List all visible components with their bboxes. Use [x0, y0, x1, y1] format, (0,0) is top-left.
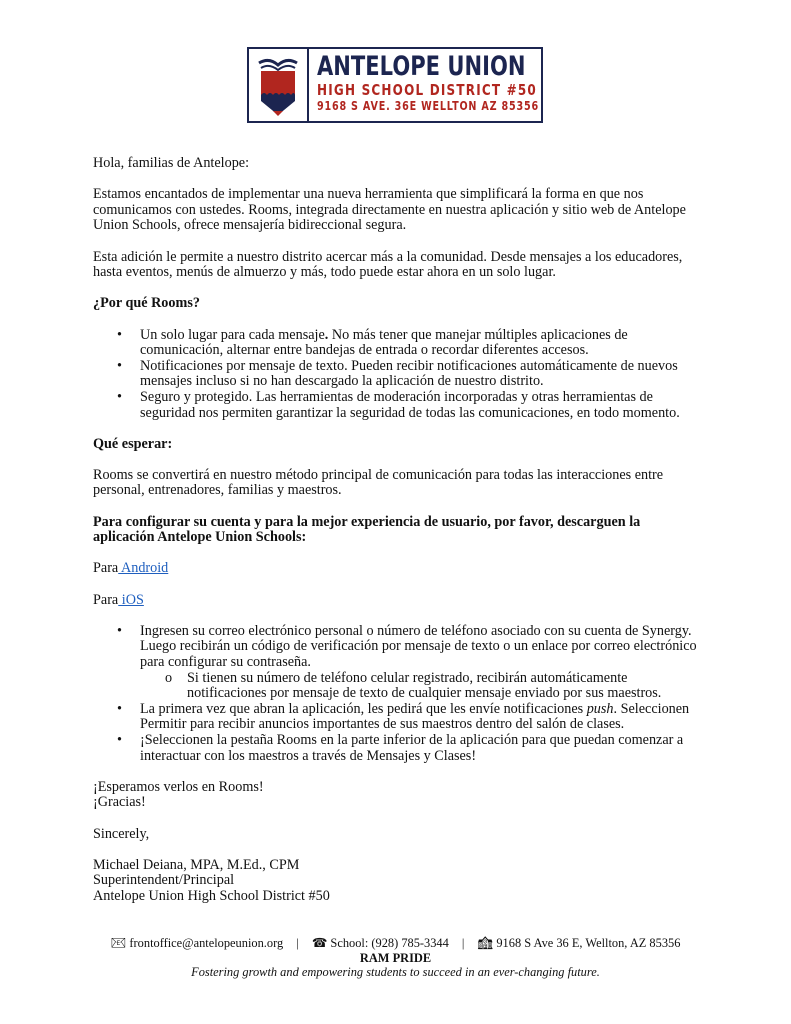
- android-link[interactable]: Android: [118, 560, 169, 577]
- list-item: [93, 328, 703, 359]
- list-item: [93, 359, 703, 390]
- item-lead-end: .: [324, 326, 329, 343]
- footer: [0, 936, 791, 980]
- signature-title: Superintendent/Principal: [93, 872, 235, 889]
- why-rooms-list: [93, 328, 703, 422]
- book-pencil-icon: [249, 49, 309, 121]
- list-item: • Ingresen su correo electrónico personal o número de teléfono asociado con su cuenta de Synergy. Luego recibirán un código de verificación por mensaje de texto o un enlace por correo electrónico para configurar su contraseña.: [93, 624, 703, 671]
- separator: |: [296, 936, 299, 950]
- closing-line: ¡Esperamos verlos en Rooms!: [93, 778, 264, 795]
- letter-body: [93, 156, 703, 920]
- paragraph-intro: Estamos encantados de implementar una nueva herramienta que simplificará la forma en que nos comunicamos con ustedes. Rooms, integrada directamente en nuestra aplicación y sitio web de Antelope Union Schools, ofrece mensajería bidireccional segura.: [93, 186, 686, 234]
- list-item: [93, 390, 703, 421]
- ios-prefix: Para: [93, 591, 119, 608]
- sincerely: Sincerely,: [93, 825, 150, 842]
- signature-name: Michael Deiana, MPA, M.Ed., CPM: [93, 856, 300, 873]
- item-text: Las herramientas de moderación incorporadas y otras herramientas de seguridad nos permiten garantizar la seguridad de todas las comunicaciones, en todo momento.: [140, 388, 680, 421]
- sub-list-item: o Si tienen su número de teléfono celular registrado, recibirán automáticamente notificaciones por mensaje de texto de cualquier mensaje enviado por sus maestros.: [93, 671, 703, 702]
- android-prefix: Para: [93, 560, 119, 577]
- item-text: Pueden recibir notificaciones automáticamente de nuevos mensajes incluso si no han descargado la aplicación de nuestro distrito.: [140, 357, 678, 390]
- greeting: Hola, familias de Antelope:: [93, 155, 250, 171]
- footer-tagline: Fostering growth and empowering students to succeed in an ever-changing future.: [191, 965, 600, 979]
- logo-subtitle: HIGH SCHOOL DISTRICT #50: [317, 81, 537, 99]
- school-icon: 🏫︎: [477, 936, 494, 950]
- logo-address: 9168 S AVE. 36E WELLTON AZ 85356: [317, 99, 539, 113]
- paragraph-expect: Rooms se convertirá en nuestro método principal de comunicación para todas las interacciones entre personal, entrenadores, familias y maestros.: [93, 466, 664, 499]
- expect-heading: Qué esperar:: [93, 435, 173, 452]
- item-lead: Seguro y protegido.: [140, 388, 253, 405]
- logo-title: ANTELOPE UNION: [317, 51, 526, 82]
- setup-heading: Para configurar su cuenta y para la mejor experiencia de usuario, por favor, descarguen la aplicación Antelope Union Schools:: [93, 513, 641, 546]
- contact-line: [0, 936, 791, 951]
- phone-icon: ☎︎: [311, 936, 328, 950]
- item-text: La primera vez que abran la aplicación, les pedirá que les envíe notificaciones: [140, 700, 587, 717]
- list-item: [93, 702, 703, 733]
- thanks-line: ¡Gracias!: [93, 794, 146, 811]
- footer-phone: School: (928) 785-3344: [330, 936, 449, 950]
- footer-email: frontoffice@antelopeunion.org: [129, 936, 284, 950]
- item-emphasis: push: [586, 700, 614, 717]
- district-logo: [247, 47, 543, 123]
- list-item: • ¡Seleccionen la pestaña Rooms en la parte inferior de la aplicación para que puedan comenzar a interactuar con los maestros a través de Mensajes y Clases!: [93, 733, 703, 764]
- item-text: No más tener que manejar múltiples aplicaciones de comunicación, alternar entre bandejas de entrada o recordar diferentes accesos.: [140, 326, 628, 359]
- footer-address: 9168 S Ave 36 E, Wellton, AZ 85356: [496, 936, 681, 950]
- separator: |: [461, 936, 465, 950]
- setup-steps-list: [93, 624, 703, 764]
- paragraph-community: Esta adición le permite a nuestro distrito acercar más a la comunidad. Desde mensajes a los educadores, hasta eventos, menús de almuerzo y más, todo puede estar ahora en un solo lugar.: [93, 248, 683, 281]
- item-lead: Un solo lugar para cada mensaje: [140, 326, 325, 343]
- ios-link[interactable]: iOS: [118, 591, 144, 608]
- item-text: . Seleccionen Permitir para recibir anuncios importantes de sus maestros dentro del salón de clases.: [140, 700, 690, 733]
- signature-org: Antelope Union High School District #50: [93, 887, 330, 904]
- item-lead: Notificaciones por mensaje de texto.: [140, 357, 348, 374]
- footer-motto: RAM PRIDE: [359, 950, 432, 965]
- why-rooms-heading: ¿Por qué Rooms?: [93, 295, 200, 312]
- email-icon: 📧︎: [110, 936, 127, 950]
